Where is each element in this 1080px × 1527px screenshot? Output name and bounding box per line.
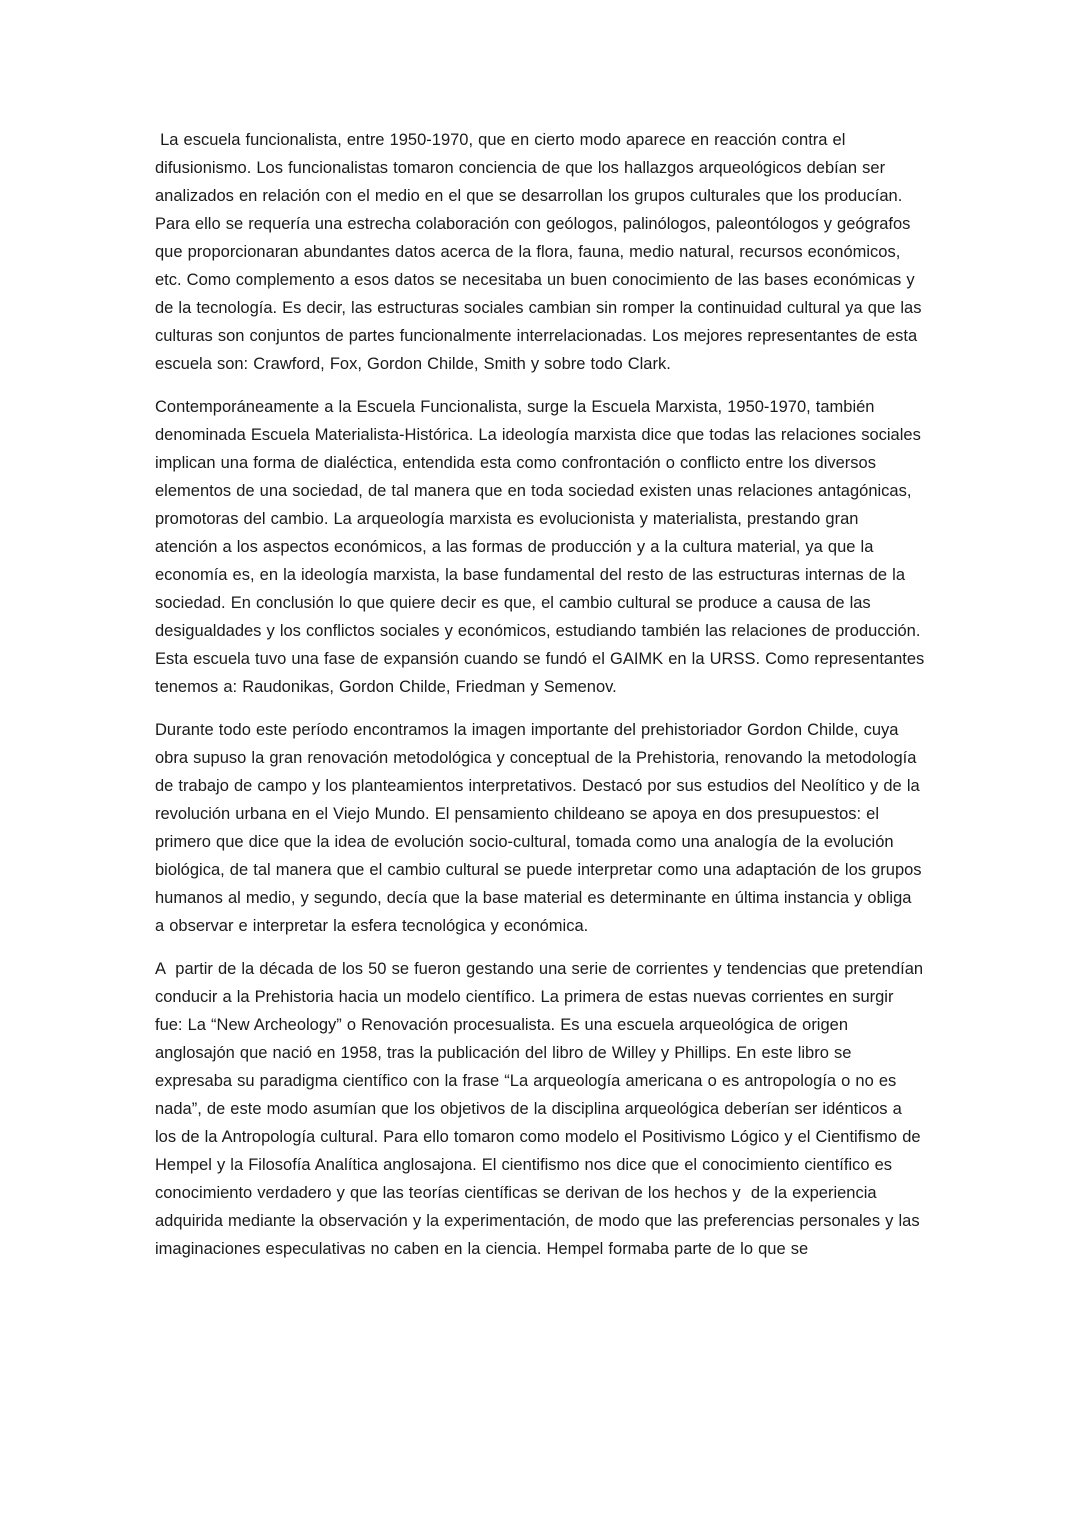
document-body [155, 126, 930, 1263]
paragraph-marxist-school: Contemporáneamente a la Escuela Funcionalista, surge la Escuela Marxista, 1950-1970, también denominada Escuela Materialista-Histórica. La ideología marxista dice que todas las relaciones sociales implican una forma de dialéctica, entendida esta como confrontación o conflicto entre los diversos elementos de una sociedad, de tal manera que en toda sociedad existen unas relaciones antagónicas, promotoras del cambio. La arqueología marxista es evolucionista y materialista, prestando gran atención a los aspectos económicos, a las formas de producción y a la cultura material, ya que la economía es, en la ideología marxista, la base fundamental del resto de las estructuras internas de la sociedad. En conclusión lo que quiere decir es que, el cambio cultural se produce a causa de las desigualdades y los conflictos sociales y económicos, estudiando también las relaciones de producción. Esta escuela tuvo una fase de expansión cuando se fundó el GAIMK en la URSS. Como representantes tenemos a: Raudonikas, Gordon Childe, Friedman y Semenov. [155, 398, 930, 696]
paragraph-new-archeology: A partir de la década de los 50 se fueron gestando una serie de corrientes y tendencias que pretendían conducir a la Prehistoria hacia un modelo científico. La primera de estas nuevas corrientes en surgir fue: La “New Archeology” o Renovación procesualista. Es una escuela arqueológica de origen anglosajón que nació en 1958, tras la publicación del libro de Willey y Phillips. En este libro se expresaba su paradigma científico con la frase “La arqueología americana o es antropología o no es nada”, de este modo asumían que los objetivos de la disciplina arqueológica deberían ser idénticos a los de la Antropología cultural. Para ello tomaron como modelo el Positivismo Lógico y el Cientifismo de Hempel y la Filosofía Analítica anglosajona. El cientifismo nos dice que el conocimiento científico es conocimiento verdadero y que las teorías científicas se derivan de los hechos y de la experiencia adquirida mediante la observación y la experimentación, de modo que las preferencias personales y las imaginaciones especulativas no caben en la ciencia. Hempel formaba parte de lo que se [155, 960, 929, 1258]
paragraph-gordon-childe: Durante todo este período encontramos la imagen importante del prehistoriador Gordon Childe, cuya obra supuso la gran renovación metodológica y conceptual de la Prehistoria, renovando la metodología de trabajo de campo y los planteamientos interpretativos. Destacó por sus estudios del Neolítico y de la revolución urbana en el Viejo Mundo. El pensamiento childeano se apoya en dos presupuestos: el primero que dice que la idea de evolución socio-cultural, tomada como una analogía de la evolución biológica, de tal manera que el cambio cultural se puede interpretar como una adaptación de los grupos humanos al medio, y segundo, decía que la base material es determinante en última instancia y obliga a observar e interpretar la esfera tecnológica y económica. [155, 721, 927, 935]
paragraph-functionalist-school: La escuela funcionalista, entre 1950-1970, que en cierto modo aparece en reacción contra el difusionismo. Los funcionalistas tomaron conciencia de que los hallazgos arqueológicos debían ser analizados en relación con el medio en el que se desarrollan los grupos culturales que los producían. Para ello se requería una estrecha colaboración con geólogos, palinólogos, paleontólogos y geógrafos que proporcionaran abundantes datos acerca de la flora, fauna, medio natural, recursos económicos, etc. Como complemento a esos datos se necesitaba un buen conocimiento de las bases económicas y de la tecnología. Es decir, las estructuras sociales cambian sin romper la continuidad cultural ya que las culturas son conjuntos de partes funcionalmente interrelacionadas. Los mejores representantes de esta escuela son: Crawford, Fox, Gordon Childe, Smith y sobre todo Clark. [155, 131, 927, 373]
